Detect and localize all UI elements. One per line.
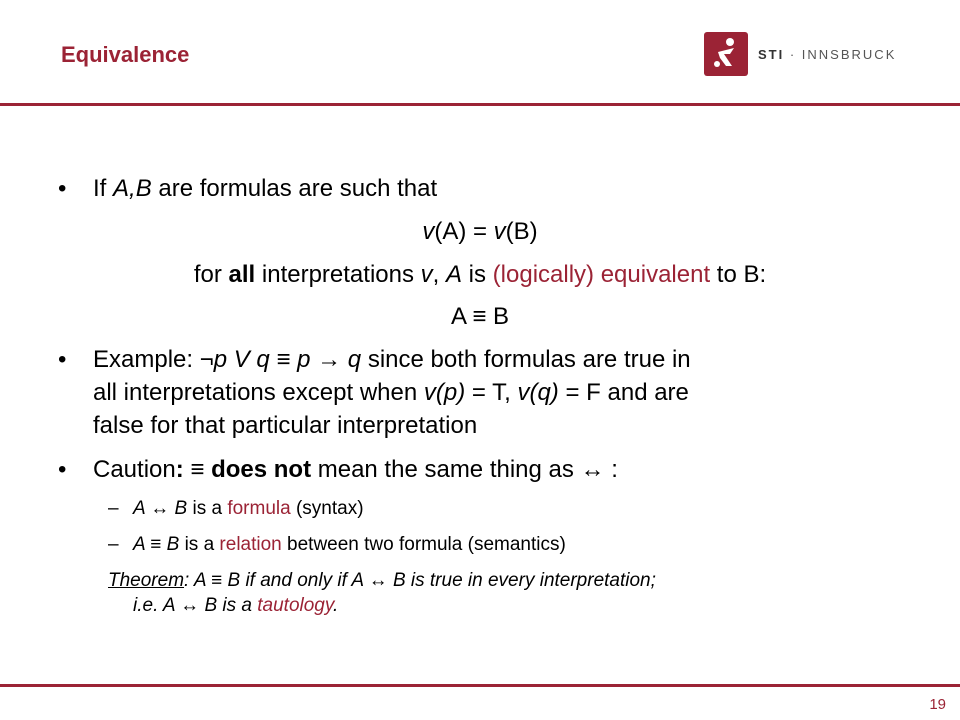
- bullet-marker: •: [58, 346, 67, 373]
- logo-text: STI · INNSBRUCK: [758, 46, 897, 62]
- valuation-equation: v(A) = v(B): [422, 218, 538, 245]
- page-number: 19: [929, 696, 946, 713]
- example-line-3: false for that particular interpretation: [93, 412, 478, 439]
- header-divider: [0, 103, 960, 106]
- equivalence-formula: A ≡ B: [450, 303, 510, 330]
- bullet-definition: If A,B are formulas are such that: [93, 175, 438, 202]
- example-line-1: Example: ¬p V q ≡ p → q since both formulas are true in: [93, 346, 691, 373]
- caution-line: Caution: ≡ does not mean the same thing as ↔ :: [93, 456, 618, 483]
- term-equivalent: (logically) equivalent: [492, 261, 711, 288]
- footer-divider: [0, 684, 960, 687]
- theorem-line-1: Theorem: A ≡ B if and only if A ↔ B is true in every interpretation;: [108, 570, 656, 591]
- sti-logo-icon: [704, 32, 748, 76]
- sub-bullet-dash: –: [108, 534, 119, 555]
- equivalence-definition: for all interpretations v, A is (logically) equivalent to B:: [193, 261, 767, 288]
- example-line-2: all interpretations except when v(p) = T, v(q) = F and are: [93, 379, 689, 406]
- sub-bullet-formula: A ↔ B is a formula (syntax): [133, 498, 364, 519]
- sub-bullet-relation: A ≡ B is a relation between two formula (semantics): [133, 534, 566, 555]
- sti-innsbruck-logo: [704, 32, 896, 76]
- slide-header-title: Equivalence: [61, 42, 190, 67]
- sub-bullet-dash: –: [108, 498, 119, 519]
- bullet-marker: •: [58, 456, 67, 483]
- bullet-marker: •: [58, 175, 67, 202]
- theorem-line-2: i.e. A ↔ B is a tautology.: [133, 595, 339, 616]
